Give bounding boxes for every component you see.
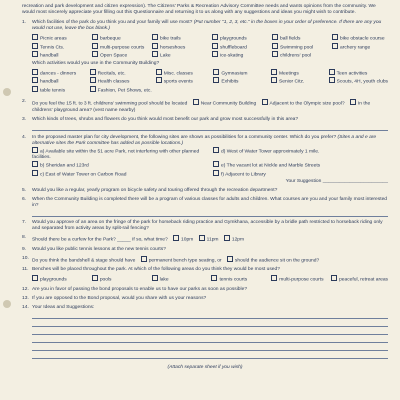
- option[interactable]: playgrounds: [32, 275, 88, 284]
- option[interactable]: shuffleboard: [212, 43, 268, 52]
- question-7: 7. Would you approve of an area on the fringe of the park for horseback riding practice and Gymkhana, accessible by a bridle path restricted to horseback riding only and separated from activity areas by split-rail fencing?: [22, 220, 383, 231]
- option[interactable]: lake: [152, 275, 208, 284]
- option[interactable]: Tennis Cts.: [32, 43, 88, 52]
- option[interactable]: f) Adjacent to Library: [213, 170, 388, 179]
- option[interactable]: pools: [92, 275, 148, 284]
- answer-line[interactable]: [32, 320, 388, 327]
- option[interactable]: Health classes: [90, 77, 152, 86]
- option[interactable]: tennis courts: [211, 275, 267, 284]
- question-14: 14. Your Ideas and Suggestions:: [22, 304, 95, 310]
- option[interactable]: Near Community Building: [200, 101, 257, 107]
- punch-hole: [3, 88, 11, 96]
- activity-options: [32, 69, 388, 95]
- question-13: 13. If you are opposed to the Bond proposal, would you share with us your reasons?: [22, 295, 207, 301]
- question-8: 8. Should there be a curfew for the Park? _____ If so, what time? 10pm 11pm 12pm: [22, 235, 245, 243]
- option[interactable]: handball: [32, 51, 88, 60]
- option[interactable]: Exhibits: [213, 77, 267, 86]
- suggestion-field[interactable]: Your Suggestion ________________________: [285, 179, 388, 184]
- option[interactable]: ball fields: [272, 34, 328, 43]
- option[interactable]: permanent bench type seating, or: [148, 258, 222, 263]
- question-6: 6. When the Community Building is completed there will be a program of various classes for adults and children. What courses are you and your family most interested in?: [22, 197, 388, 208]
- intro-text: recreation and park development and citizen expression). The Citizens' Parks & Recreation Advisory Committee needs and wants opinions from the community. We would most sincerely appreciate your filling out this Questionnaire and returning it to us along with any suggestions and ideas you might wish to contribute.: [22, 4, 376, 15]
- answer-line[interactable]: [32, 328, 388, 335]
- option[interactable]: table tennis: [32, 86, 86, 95]
- option[interactable]: archery range: [332, 43, 388, 52]
- question-4: 4. In the proposed master plan for city development, the following sites are shown as possibilities for a community center. Which do you prefer? (Sites a and e are alternative sites the Park committee has added as possible locations.): [22, 134, 377, 146]
- option[interactable]: Misc. classes: [156, 69, 210, 78]
- punch-hole: [3, 300, 11, 308]
- option[interactable]: Meetings: [271, 69, 325, 78]
- option[interactable]: Fashion, Pet Shows, etc.: [90, 86, 152, 95]
- option[interactable]: 10pm: [181, 237, 194, 243]
- option[interactable]: playgrounds: [212, 34, 268, 43]
- option[interactable]: Adjacent to the Olympic size pool?: [269, 101, 345, 107]
- answer-line[interactable]: [32, 344, 388, 351]
- option[interactable]: multi-purpose courts: [92, 43, 148, 52]
- answer-line[interactable]: [32, 210, 388, 217]
- option[interactable]: Swimming pool: [272, 43, 328, 52]
- option[interactable]: handball: [32, 77, 86, 86]
- question-11: 11. Benches will be placed throughout the park. At which of the following areas do you think they would be most used?: [22, 267, 280, 272]
- option[interactable]: ice-skating: [212, 51, 268, 60]
- option[interactable]: e) The vacant lot at Nickle and Marble Streets: [213, 161, 388, 170]
- option[interactable]: In the childrens' playground area? (vest name nearby): [32, 101, 371, 113]
- option[interactable]: c) East of Water Tower on Carbon Road: [32, 170, 207, 179]
- facility-options: [32, 34, 388, 60]
- footer-note: (Attach separate sheet if you wish): [167, 364, 243, 370]
- answer-line[interactable]: [32, 336, 388, 343]
- question-9: 9. Would you like public tennis lessons at the new tennis courts?: [22, 246, 166, 252]
- question-5: 5. Would you like a regular, yearly program on bicycle safety and touring offered through the recreation department?: [22, 188, 278, 193]
- option[interactable]: multi-purpose courts: [271, 275, 327, 284]
- option[interactable]: d) West of Water Tower approximately 1 mile.: [213, 147, 388, 162]
- option[interactable]: Scouts, 4H, youth clubs: [329, 77, 388, 86]
- option[interactable]: Senior Citz.: [271, 77, 325, 86]
- option[interactable]: 11pm: [206, 237, 219, 243]
- option[interactable]: a) Available site within the 51 acre Park, not interfering with other planned facilities.: [32, 147, 207, 162]
- question-10: 10. Do you think the bandshell & stage should have permanent bench type seating, or should the audience sit on the ground?: [22, 255, 320, 263]
- answer-line[interactable]: [32, 312, 388, 319]
- answer-line[interactable]: [32, 352, 388, 359]
- option[interactable]: Picnic areas: [32, 34, 88, 43]
- answer-line[interactable]: [32, 124, 388, 131]
- option[interactable]: Gymnasium: [213, 69, 267, 78]
- question-2: 2. Do you feel the 15 ft. to 3 ft. childrens' swimming pool should be located Near Community Building Adjacent to the Olympic size pool? In the childrens' playground area? (vest name nearby): [22, 99, 371, 113]
- question-1: 1. Which facilities of the park do you think you and your family will use most? (Put number "1, 2, 3, etc." in the boxes in your order of preference. If there are any you would not use, leave the box blank.): [22, 20, 382, 31]
- bench-options: [32, 275, 388, 284]
- option[interactable]: should the audience sit on the ground?: [234, 258, 320, 263]
- option[interactable]: bike trails: [152, 34, 208, 43]
- option[interactable]: Recitals, etc.: [90, 69, 152, 78]
- option[interactable]: 12pm: [231, 237, 245, 243]
- option[interactable]: b) Sheridan and 123rd: [32, 161, 207, 170]
- option[interactable]: peaceful, retreat areas: [331, 275, 388, 284]
- option[interactable]: bike obstacle course: [332, 34, 388, 43]
- option[interactable]: horseshoes: [152, 43, 208, 52]
- question-12: 12. Are you in favor of passing the bond proposals to enable us to have our parks as soon as possible?: [22, 286, 248, 292]
- option[interactable]: Lake: [152, 51, 208, 60]
- site-options: [32, 147, 388, 179]
- option[interactable]: Teen activities: [329, 69, 388, 78]
- question-3: 3. Which kinds of trees, shrubs and flowers do you think would most benefit our park and grow most successfully in this area?: [22, 116, 299, 122]
- option[interactable]: childrens' pool: [272, 51, 328, 60]
- option[interactable]: barbeque: [92, 34, 148, 43]
- q1-sub-question: Which activities would you use in the Community Building?: [32, 60, 160, 66]
- option[interactable]: Open Space: [92, 51, 148, 60]
- option[interactable]: sports events: [156, 77, 210, 86]
- option[interactable]: dances - dinners: [32, 69, 86, 78]
